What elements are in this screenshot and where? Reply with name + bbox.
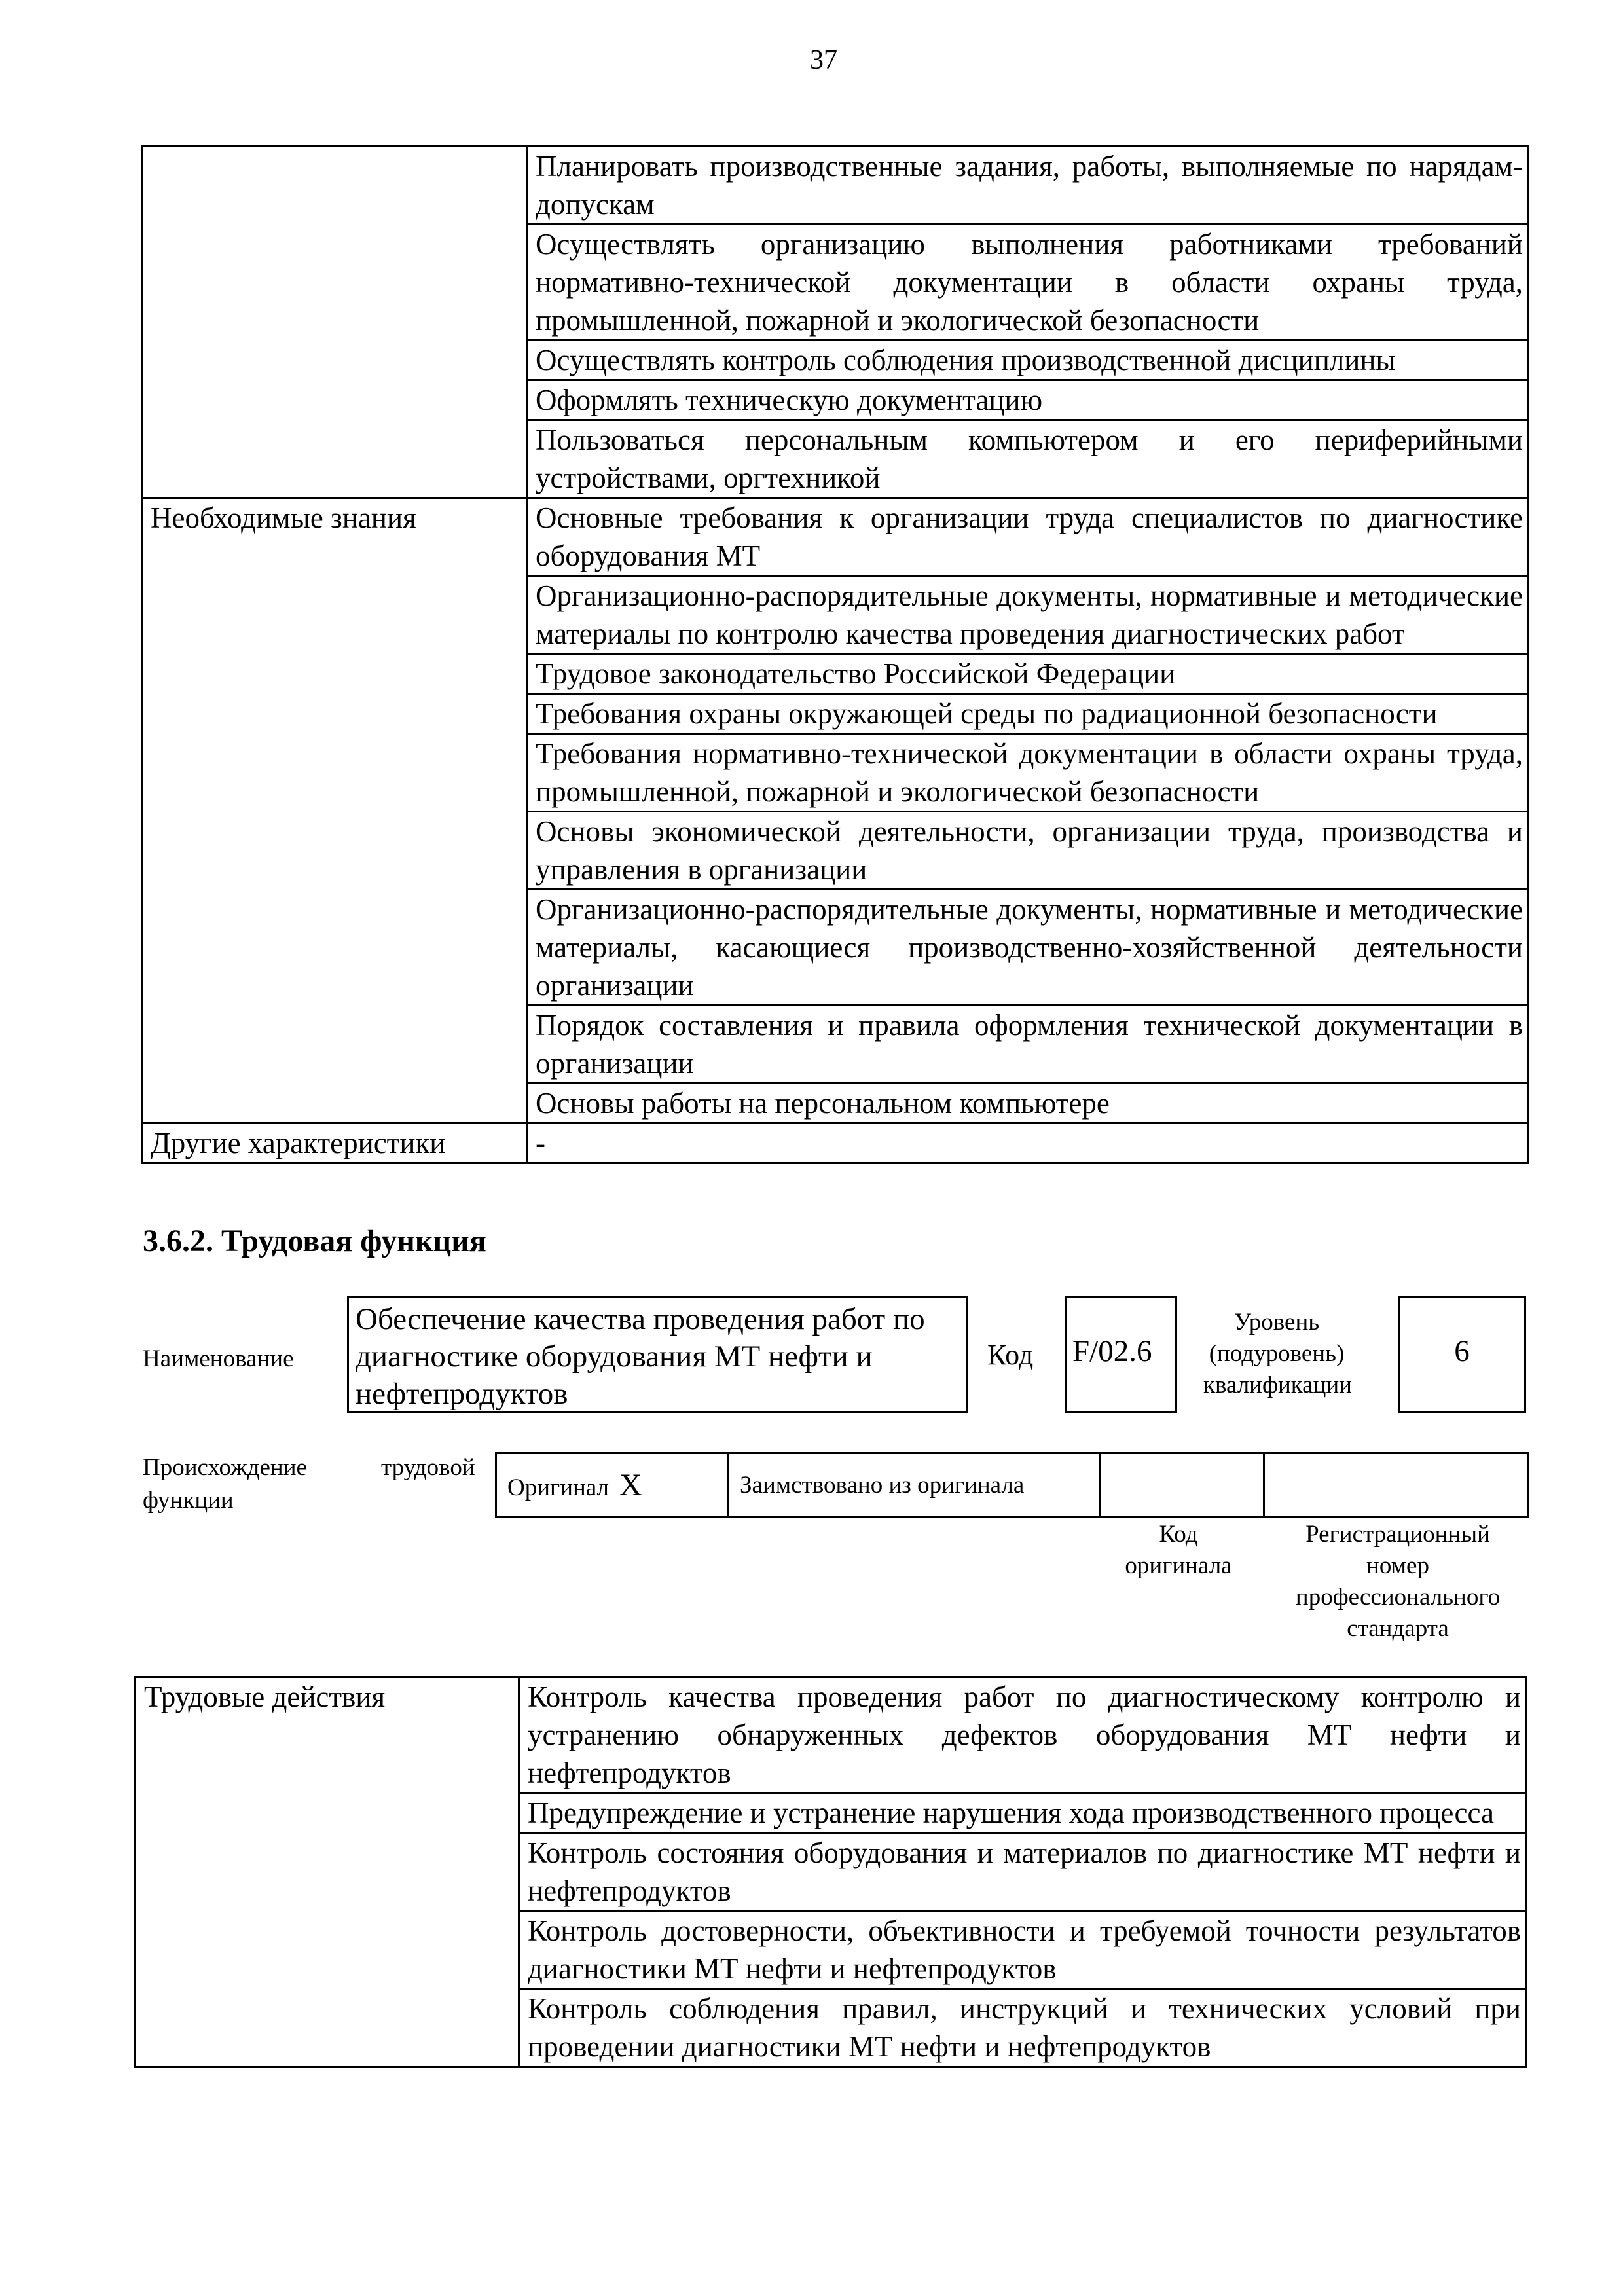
caption-code-line-1: Код — [1159, 1521, 1198, 1548]
origin-table — [495, 1452, 1529, 1518]
level-label-line-2: (подуровень) — [1209, 1340, 1345, 1367]
knowledge-item: Организационно-распорядительные документы, нормативные и методические материалы, касающиеся производственно-хозяйственной деятельности организации — [527, 890, 1528, 1006]
knowledge-item: Порядок составления и правила оформления технической документации в организации — [527, 1006, 1528, 1084]
competency-table — [141, 145, 1529, 1164]
original-label: Оригинал — [507, 1474, 610, 1501]
registration-number-cell — [1264, 1453, 1529, 1517]
caption-reg-line-2: номер — [1366, 1552, 1429, 1579]
skills-label-cell — [142, 147, 527, 498]
knowledge-item: Требования охраны окружающей среды по радиационной безопасности — [527, 694, 1528, 734]
labor-actions-table — [134, 1676, 1527, 2068]
caption-reg-line-4: стандарта — [1347, 1615, 1449, 1642]
function-name-box: Обеспечение качества проведения работ по диагностике оборудования МТ нефти и нефтепродуктов — [347, 1296, 968, 1413]
other-characteristics-value: - — [527, 1123, 1528, 1163]
knowledge-item: Основные требования к организации труда специалистов по диагностике оборудования МТ — [527, 498, 1528, 576]
skill-item: Оформлять техническую документацию — [527, 380, 1528, 420]
action-item: Предупреждение и устранение нарушения хода производственного процесса — [519, 1793, 1526, 1833]
code-label: Код — [987, 1339, 1034, 1371]
registration-number-caption — [1267, 1519, 1529, 1645]
knowledge-item: Трудовое законодательство Российской Федерации — [527, 654, 1528, 694]
skill-item: Пользоваться персональным компьютером и его периферийными устройствами, оргтехникой — [527, 420, 1528, 498]
other-characteristics-label: Другие характеристики — [142, 1123, 527, 1163]
original-mark: X — [619, 1467, 642, 1503]
original-cell — [496, 1453, 729, 1517]
knowledge-item: Основы экономической деятельности, организации труда, производства и управления в организации — [527, 812, 1528, 890]
origin-label-2: трудовой — [381, 1454, 475, 1481]
original-code-cell — [1101, 1453, 1264, 1517]
caption-reg-line-3: профессионального — [1295, 1584, 1501, 1611]
qualification-level-box: 6 — [1398, 1296, 1526, 1413]
borrowed-label: Заимствовано из оригинала — [729, 1453, 1101, 1517]
action-item: Контроль качества проведения работ по диагностическому контролю и устранению обнаруженных дефектов оборудования МТ нефти и нефтепродуктов — [519, 1677, 1526, 1793]
level-label-line-3: квалификации — [1203, 1372, 1352, 1398]
action-item: Контроль достоверности, объективности и требуемой точности результатов диагностики МТ нефти и нефтепродуктов — [519, 1911, 1526, 1989]
skill-item: Осуществлять организацию выполнения работниками требований нормативно-технической документации в области охраны труда, промышленной, пожарной и экологической безопасности — [527, 225, 1528, 340]
actions-label: Трудовые действия — [136, 1677, 519, 2067]
section-title: 3.6.2. Трудовая функция — [143, 1224, 486, 1258]
page-number: 37 — [810, 45, 837, 75]
qualification-level-label — [1203, 1307, 1350, 1401]
knowledge-item: Организационно-распорядительные документы, нормативные и методические материалы по контролю качества проведения диагностических работ — [527, 576, 1528, 654]
action-item: Контроль соблюдения правил, инструкций и технических условий при проведении диагностики МТ нефти и нефтепродуктов — [519, 1989, 1526, 2067]
action-item: Контроль состояния оборудования и материалов по диагностике МТ нефти и нефтепродуктов — [519, 1833, 1526, 1911]
caption-code-line-2: оригинала — [1125, 1552, 1232, 1579]
name-label: Наименование — [143, 1345, 294, 1372]
knowledge-item: Основы работы на персональном компьютере — [527, 1084, 1528, 1123]
skill-item: Планировать производственные задания, работы, выполняемые по нарядам-допускам — [527, 147, 1528, 225]
caption-reg-line-1: Регистрационный — [1305, 1521, 1490, 1548]
original-code-caption — [1120, 1519, 1237, 1582]
level-label-line-1: Уровень — [1233, 1309, 1320, 1336]
origin-label-1: Происхождение — [143, 1454, 307, 1481]
skill-item: Осуществлять контроль соблюдения производственной дисциплины — [527, 340, 1528, 380]
origin-label-3: функции — [143, 1487, 234, 1514]
knowledge-label: Необходимые знания — [142, 498, 527, 1123]
knowledge-item: Требования нормативно-технической документации в области охраны труда, промышленной, пожарной и экологической безопасности — [527, 734, 1528, 812]
function-code-box: F/02.6 — [1065, 1296, 1177, 1413]
